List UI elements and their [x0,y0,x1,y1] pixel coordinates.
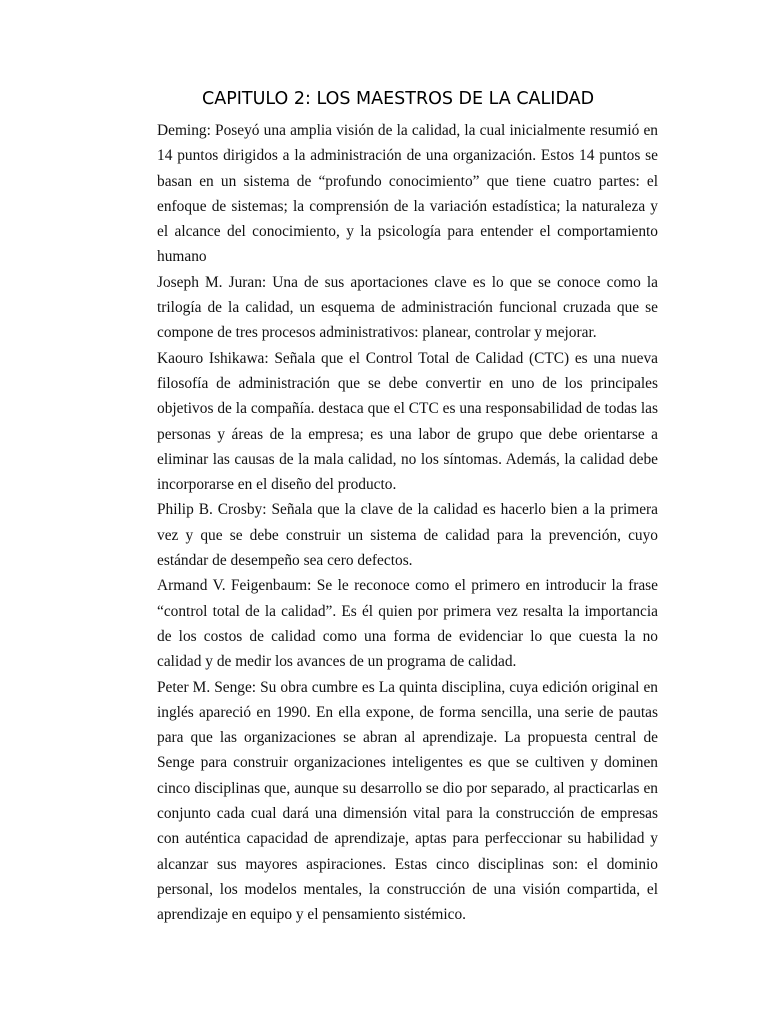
chapter-title: CAPITULO 2: LOS MAESTROS DE LA CALIDAD [202,89,595,109]
paragraph-deming: Deming: Poseyó una amplia visión de la calidad, la cual inicialmente resumió en 14 puntos dirigidos a la administración de una organización. Estos 14 puntos se basan en un sistema de “profundo conocimiento” que tiene cuatro partes: el enfoque de sistemas; la comprensión de la variación estadística; la naturaleza y el alcance del conocimiento, y la psicología para entender el comportamiento humano [157,122,658,266]
paragraph-ishikawa: Kaouro Ishikawa: Señala que el Control Total de Calidad (CTC) es una nueva filosofía de administración que se debe convertir en uno de los principales objetivos de la compañía. destaca que el CTC es una responsabilidad de todas las personas y áreas de la empresa; es una labor de grupo que debe orientarse a eliminar las causas de la mala calidad, no los síntomas. Además, la calidad debe incorporarse en el diseño del producto. [157,349,658,494]
paragraph-juran: Joseph M. Juran: Una de sus aportaciones clave es lo que se conoce como la trilogía de la calidad, un esquema de administración funcional cruzada que se compone de tres procesos administrativos: planear, controlar y mejorar. [157,273,658,342]
paragraph-crosby: Philip B. Crosby: Señala que la clave de la calidad es hacerlo bien a la primera vez y que se debe construir un sistema de calidad para la prevención, cuyo estándar de desempeño sea cero defectos. [157,501,658,570]
paragraph-feigenbaum: Armand V. Feigenbaum: Se le reconoce como el primero en introducir la frase “control total de la calidad”. Es él quien por primera vez resalta la importancia de los costos de calidad como una forma de evidenciar lo que cuesta la no calidad y de medir los avances de un programa de calidad. [157,577,658,671]
paragraph-senge: Peter M. Senge: Su obra cumbre es La quinta disciplina, cuya edición original en inglés apareció en 1990. En ella expone, de forma sencilla, una serie de pautas para que las organizaciones se abran al aprendizaje. La propuesta central de Senge para construir organizaciones inteligentes es que se cultiven y dominen cinco disciplinas que, aunque su desarrollo se dio por separado, al practicarlas en conjunto cada cual dará una dimensión vital para la construcción de empresas con auténtica capacidad de aprendizaje, aptas para perfeccionar su habilidad y alcanzar sus mayores aspiraciones. Estas cinco disciplinas son: el dominio personal, los modelos mentales, la construcción de una visión compartida, el aprendizaje en equipo y el pensamiento sistémico. [157,678,658,924]
body-text [157,118,658,928]
